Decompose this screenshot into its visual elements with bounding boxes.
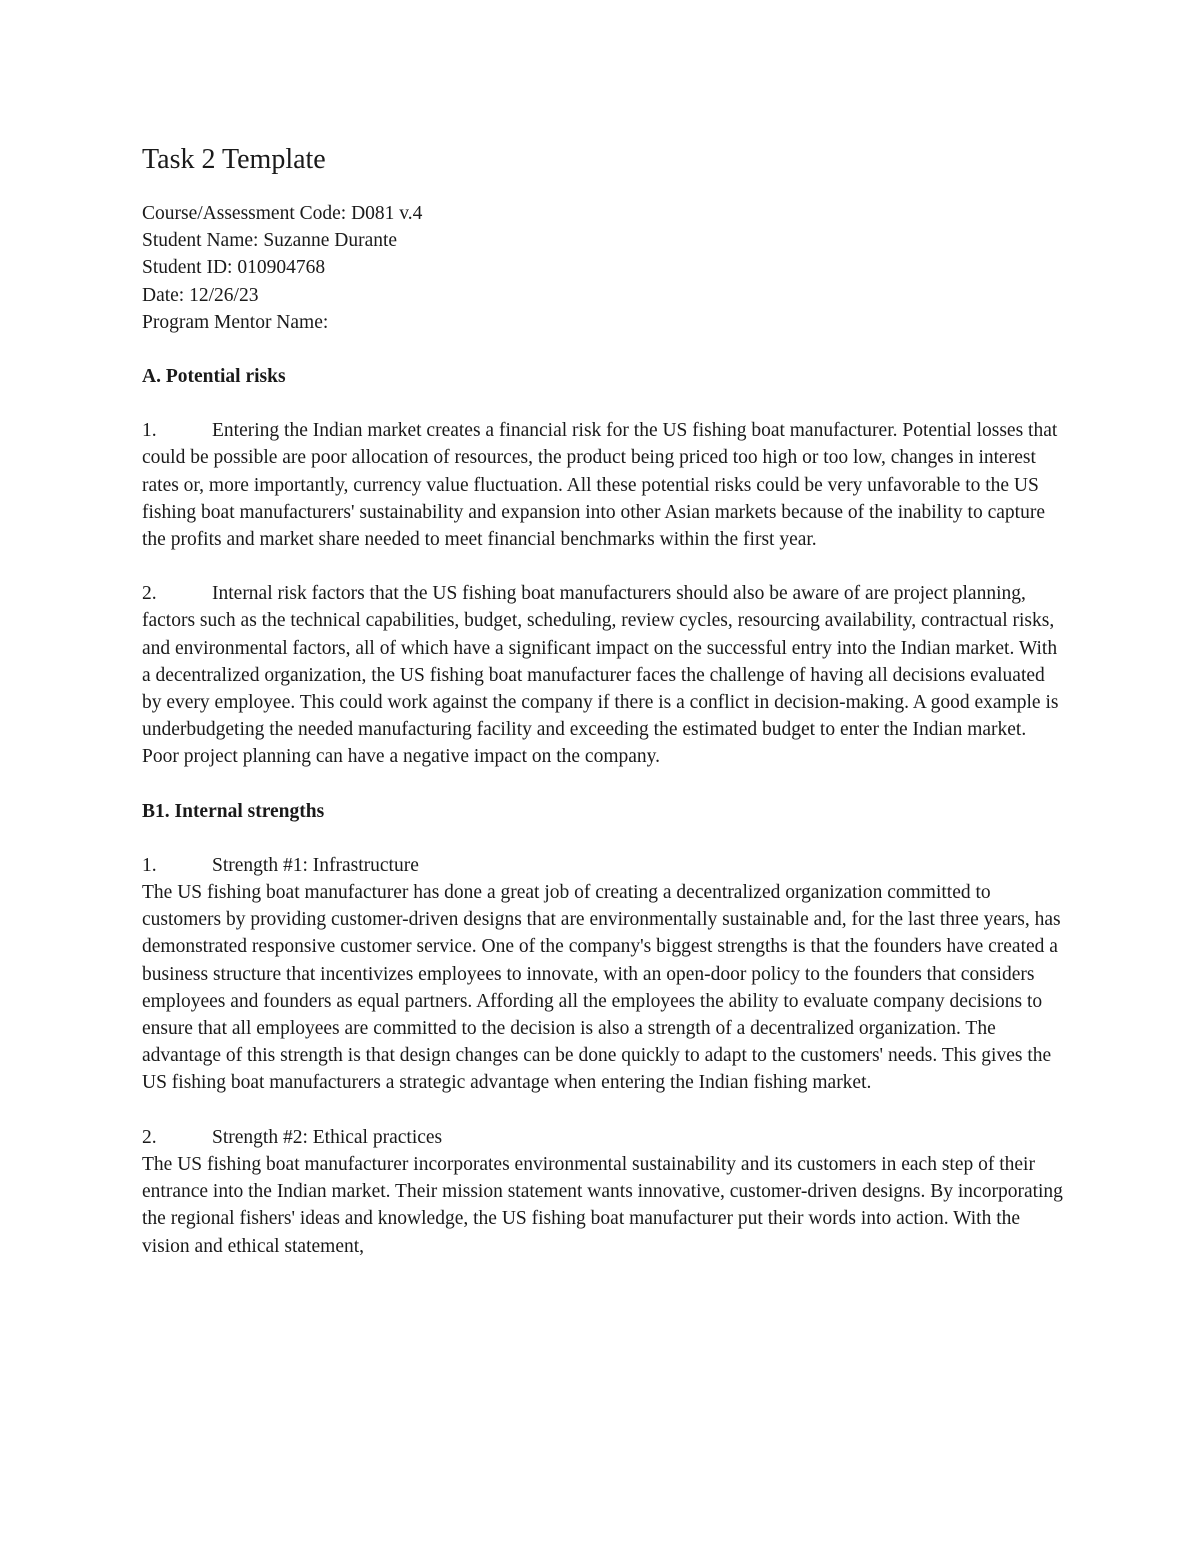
document-meta xyxy=(142,200,1067,336)
course-code: Course/Assessment Code: D081 v.4 xyxy=(142,203,423,224)
student-name: Student Name: Suzanne Durante xyxy=(142,230,398,252)
date: Date: 12/26/23 xyxy=(142,284,259,306)
item-text: The US fishing boat manufacturer has done a great job of creating a decentralized organization committed to customers by providing customer-driven designs that are environmentally sustainable and, for the last three years, has demonstrated responsive customer service. One of the company's biggest strengths is that the founders have created a business structure that incentivizes employees to innovate, with an open-door policy to the founders that considers employees and founders as equal partners. Affording all the employees the ability to evaluate company decisions to ensure that all employees are committed to the decision is also a strength of a decentralized organization. The advantage of this strength is that design changes can be done quickly to adapt to the customers' needs. This gives the US fishing boat manufacturers a strategic advantage when entering the Indian fishing market. xyxy=(142,882,1061,1094)
risk-item-2 xyxy=(142,580,1067,770)
item-number: 2. xyxy=(142,1126,157,1148)
item-number: 1. xyxy=(142,854,157,876)
strength-subtitle: Strength #2: Ethical practices xyxy=(212,1126,443,1148)
student-id: Student ID: 010904768 xyxy=(142,257,326,279)
document-page xyxy=(142,140,1067,1287)
strength-item-1 xyxy=(142,852,1067,1097)
strength-title-line xyxy=(142,1124,1067,1151)
item-text: Entering the Indian market creates a financial risk for the US fishing boat manufacturer. Potential losses that could be possible are poor allocation of resources, the product being priced too high or too low, changes in interest rates or, more importantly, currency value fluctuation. All these potential risks could be very unfavorable to the US fishing boat manufacturers' sustainability and expansion into other Asian markets because of the inability to capture the profits and market share needed to meet financial benchmarks within the first year. xyxy=(142,420,1058,551)
strength-subtitle: Strength #1: Infrastructure xyxy=(212,854,419,876)
item-text: The US fishing boat manufacturer incorporates environmental sustainability and its customers in each step of their entrance into the Indian market. Their mission statement wants innovative, customer-driven designs. By incorporating the regional fishers' ideas and knowledge, the US fishing boat manufacturer put their words into action. With the vision and ethical statement, xyxy=(142,1153,1063,1257)
item-text: Internal risk factors that the US fishing boat manufacturers should also be aware of are project planning, factors such as the technical capabilities, budget, scheduling, review cycles, resourcing availability, contractual risks, and environmental factors, all of which have a significant impact on the successful entry into the Indian market. With a decentralized organization, the US fishing boat manufacturer faces the challenge of having all decisions evaluated by every employee. This could work against the company if there is a conflict in decision-making. A good example is underbudgeting the needed manufacturing facility and exceeding the estimated budget to enter the Indian market. Poor project planning can have a negative impact on the company. xyxy=(142,583,1059,768)
section-a-heading: A. Potential risks xyxy=(142,366,286,388)
risk-item-1 xyxy=(142,417,1067,553)
page-title: Task 2 Template xyxy=(142,144,326,175)
strength-item-2 xyxy=(142,1124,1067,1260)
section-b1-heading: B1. Internal strengths xyxy=(142,800,325,822)
item-number: 1. xyxy=(142,420,157,442)
item-number: 2. xyxy=(142,583,157,605)
program-mentor: Program Mentor Name: xyxy=(142,311,329,333)
strength-title-line xyxy=(142,852,1067,879)
